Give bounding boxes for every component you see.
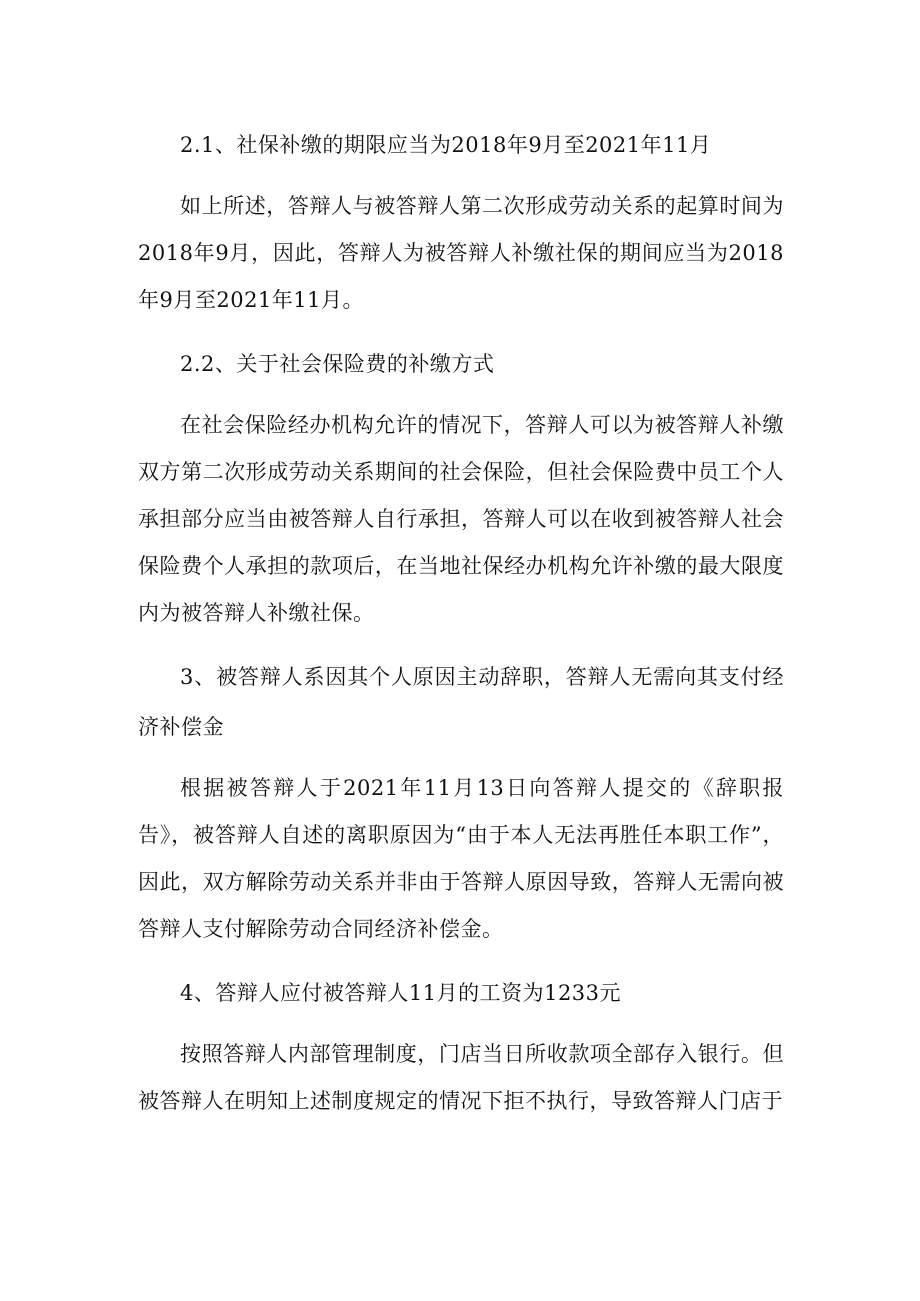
section-heading-2-1: 2.1、社保补缴的期限应当为2018年9月至2021年11月: [180, 133, 712, 157]
paragraph-4: 按照答辩人内部管理制度，门店当日所收款项全部存入银行。但被答辩人在明知上述制度规定的情况下拒不执行，导致答辩人门店于: [138, 1042, 784, 1113]
paragraph-3: 根据被答辩人于2021年11月13日向答辩人提交的《辞职报告》，被答辩人自述的离职原因为“由于本人无法再胜任本职工作”，因此，双方解除劳动关系并非由于答辩人原因导致，答辩人无需向被答辩人支付解除劳动合同经济补偿金。: [138, 776, 784, 941]
section-heading-3: 3、被答辩人系因其个人原因主动辞职，答辩人无需向其支付经济补偿金: [138, 665, 784, 739]
section-heading-2-2: 2.2、关于社会保险费的补缴方式: [180, 352, 495, 376]
document-body: [138, 120, 784, 1125]
section-heading-4: 4、答辩人应付被答辩人11月的工资为1233元: [180, 981, 622, 1005]
paragraph-2-1: 如上所述，答辩人与被答辩人第二次形成劳动关系的起算时间为2018年9月，因此，答辩人为被答辩人补缴社保的期间应当为2018年9月至2021年11月。: [138, 194, 784, 312]
paragraph-2-2: 在社会保险经办机构允许的情况下，答辩人可以为被答辩人补缴双方第二次形成劳动关系期间的社会保险，但社会保险费中员工个人承担部分应当由被答辩人自行承担，答辩人可以在收到被答辩人社会保险费个人承担的款项后，在当地社保经办机构允许补缴的最大限度内为被答辩人补缴社保。: [138, 413, 784, 625]
